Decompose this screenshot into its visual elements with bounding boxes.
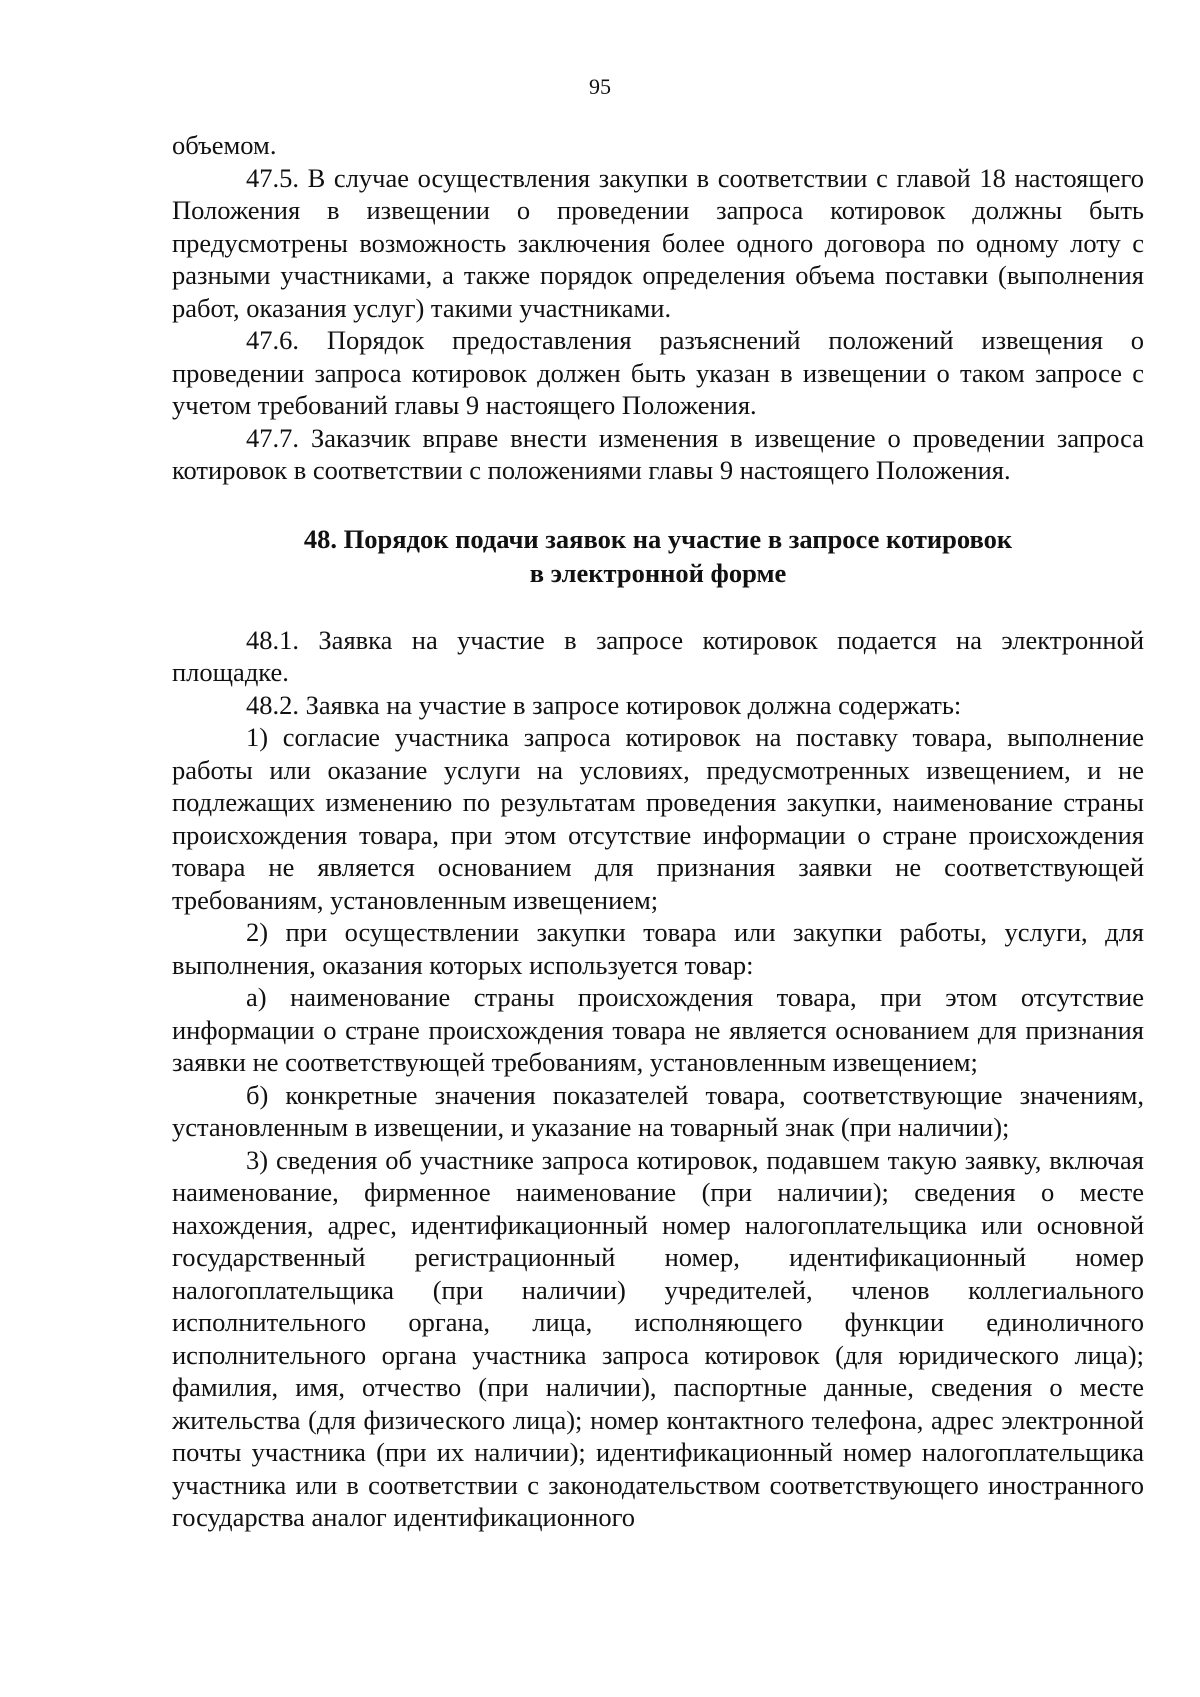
- section-heading-line-2: в электронной форме: [529, 557, 787, 588]
- paragraph-47-7: 47.7. Заказчик вправе внести изменения в извещение о проведении запроса котировок в соответствии с положениями главы 9 настоящего Положения.: [172, 422, 1144, 485]
- list-item-3: 3) сведения об участнике запроса котировок, подавшем такую заявку, включая наименование, фирменное наименование (при наличии); сведения о месте нахождения, адрес, идентификационный номер налогоплательщика или основной государственный регистрационный номер, идентификационный номер налогоплательщика (при наличии) учредителей, членов коллегиального исполнительного органа, лица, исполняющего функции единоличного исполнительного органа участника запроса котировок (для юридического лица); фамилия, имя, отчество (при наличии), паспортные данные, сведения о месте жительства (для физического лица); номер контактного телефона, адрес электронной почты участника (при их наличии); идентификационный номер налогоплательщика участника или в соответствии с законодательством соответствующего иностранного государства аналог идентификационного: [172, 1144, 1144, 1532]
- paragraph-continuation: объемом.: [172, 130, 277, 160]
- list-item-2: 2) при осуществлении закупки товара или закупки работы, услуги, для выполнения, оказания которых используется товар:: [172, 917, 1144, 980]
- list-item-2a: а) наименование страны происхождения товара, при этом отсутствие информации о стране происхождения товара не является основанием для признания заявки не соответствующей требованиям, установленным извещением;: [172, 982, 1144, 1077]
- section-heading-line-1: 48. Порядок подачи заявок на участие в запросе котировок: [303, 523, 1013, 554]
- paragraph-48-1: 48.1. Заявка на участие в запросе котировок подается на электронной площадке.: [172, 624, 1144, 687]
- list-item-2b: б) конкретные значения показателей товара, соответствующие значениям, установленным в извещении, и указание на товарный знак (при наличии);: [172, 1079, 1144, 1142]
- paragraph-48-2: 48.2. Заявка на участие в запросе котировок должна содержать:: [246, 689, 962, 720]
- document-body: [172, 129, 1144, 1534]
- section-heading: [172, 522, 1144, 590]
- page-number: 95: [589, 74, 611, 99]
- list-item-1: 1) согласие участника запроса котировок на поставку товара, выполнение работы или оказание услуги на условиях, предусмотренных извещением, и не подлежащих изменению по результатам проведения закупки, наименование страны происхождения товара, при этом отсутствие информации о стране происхождения товара не является основанием для признания заявки не соответствующей требованиям, установленным извещением;: [172, 722, 1144, 915]
- paragraph-47-6: 47.6. Порядок предоставления разъяснений положений извещения о проведении запроса котировок должен быть указан в извещении о таком запросе с учетом требований главы 9 настоящего Положения.: [172, 325, 1144, 420]
- paragraph-47-5: 47.5. В случае осуществления закупки в соответствии с главой 18 настоящего Положения в извещении о проведении запроса котировок должны быть предусмотрены возможность заключения более одного договора по одному лоту с разными участниками, а также порядок определения объема поставки (выполнения работ, оказания услуг) такими участниками.: [172, 162, 1144, 323]
